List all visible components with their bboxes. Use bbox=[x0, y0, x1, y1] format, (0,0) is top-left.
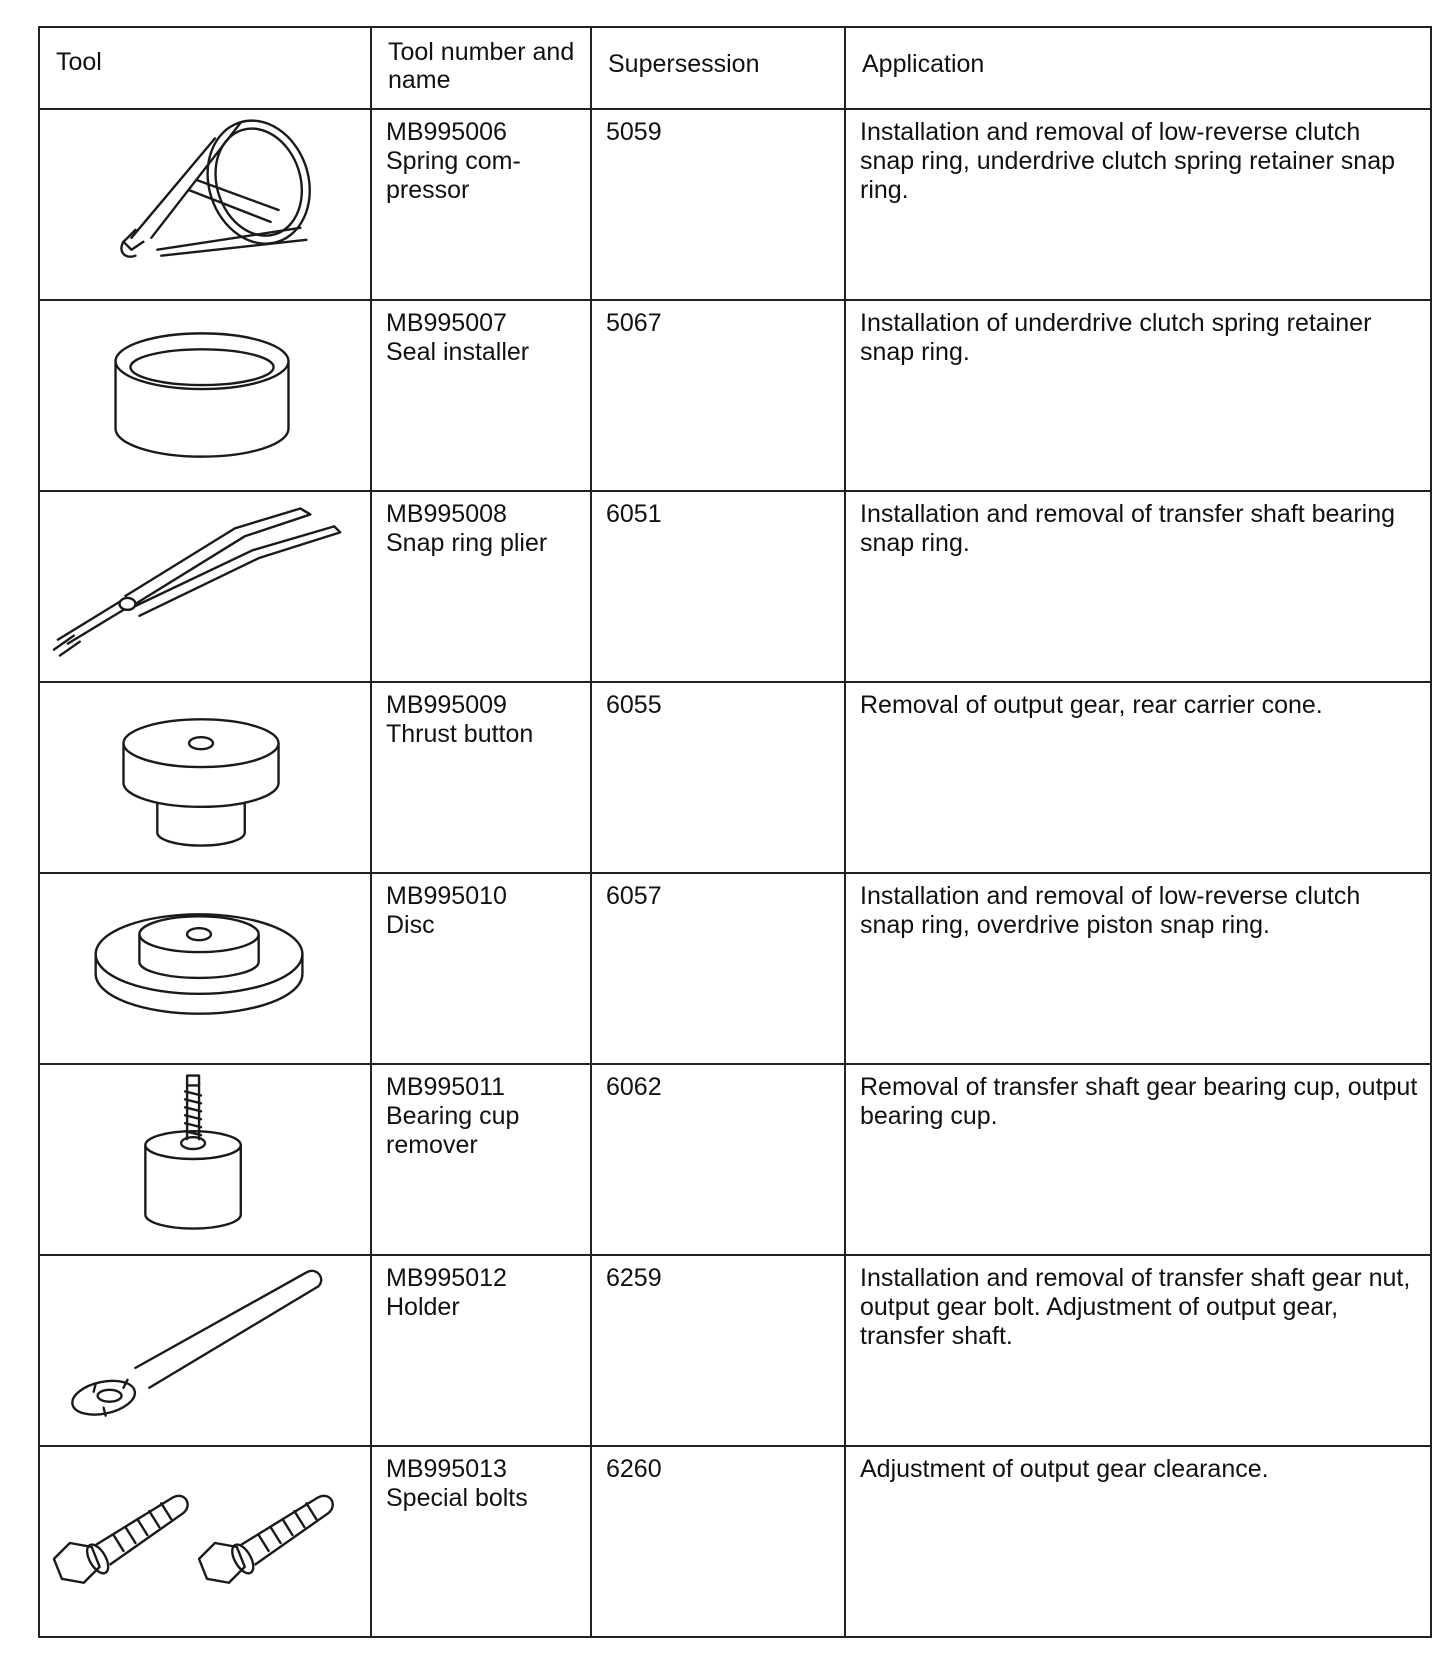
tool-number: MB995008 bbox=[386, 500, 507, 528]
supersession-cell bbox=[591, 491, 845, 682]
table-row bbox=[39, 873, 1431, 1064]
header-tool: Tool bbox=[39, 27, 371, 109]
supersession-cell bbox=[591, 1255, 845, 1446]
table-row bbox=[39, 1255, 1431, 1446]
application-text: Installation of underdrive clutch spring retainer snap ring. bbox=[860, 309, 1372, 366]
tool-number: MB995006 bbox=[386, 118, 507, 146]
snap-ring-plier-icon bbox=[40, 492, 370, 681]
spring-compressor-icon bbox=[40, 110, 370, 299]
tool-number-cell bbox=[371, 1446, 591, 1637]
supersession-cell bbox=[591, 1064, 845, 1255]
application-cell bbox=[845, 1064, 1431, 1255]
tool-number-cell bbox=[371, 682, 591, 873]
supersession-cell bbox=[591, 873, 845, 1064]
table-row bbox=[39, 682, 1431, 873]
application-text: Installation and removal of low-reverse clutch snap ring, overdrive piston snap ring. bbox=[860, 882, 1361, 939]
tool-number-cell bbox=[371, 491, 591, 682]
header-tool-number: Tool number and name bbox=[371, 27, 591, 109]
table-header-row bbox=[39, 27, 1431, 109]
tool-number: MB995007 bbox=[386, 309, 507, 337]
tool-name: Disc bbox=[386, 911, 435, 939]
application-text: Installation and removal of transfer shaft gear nut, output gear bolt. Adjustment of output gear, transfer shaft. bbox=[860, 1264, 1411, 1350]
application-cell bbox=[845, 1255, 1431, 1446]
supersession-value: 5067 bbox=[606, 309, 662, 337]
tool-name: Thrust button bbox=[386, 720, 534, 748]
application-cell bbox=[845, 1446, 1431, 1637]
supersession-cell bbox=[591, 109, 845, 300]
application-cell bbox=[845, 491, 1431, 682]
thrust-button-icon bbox=[40, 683, 370, 872]
tool-number: MB995013 bbox=[386, 1455, 507, 1483]
special-tools-table bbox=[38, 26, 1432, 1638]
seal-installer-icon bbox=[40, 301, 370, 490]
tool-image-cell bbox=[39, 873, 371, 1064]
supersession-value: 6062 bbox=[606, 1073, 662, 1101]
application-text: Removal of transfer shaft gear bearing cup, output bearing cup. bbox=[860, 1073, 1418, 1130]
tool-image-cell bbox=[39, 1446, 371, 1637]
application-text: Installation and removal of low-reverse clutch snap ring, underdrive clutch spring retainer snap ring. bbox=[860, 118, 1396, 204]
tool-number-cell bbox=[371, 109, 591, 300]
tool-number: MB995012 bbox=[386, 1264, 507, 1292]
tool-number-cell bbox=[371, 1064, 591, 1255]
supersession-value: 6051 bbox=[606, 500, 662, 528]
application-text: Removal of output gear, rear carrier cone. bbox=[860, 691, 1323, 719]
tool-image-cell bbox=[39, 300, 371, 491]
tool-number-cell bbox=[371, 300, 591, 491]
tool-name: Holder bbox=[386, 1293, 460, 1321]
disc-icon bbox=[40, 874, 370, 1063]
supersession-cell bbox=[591, 1446, 845, 1637]
header-supersession: Supersession bbox=[591, 27, 845, 109]
application-cell bbox=[845, 300, 1431, 491]
tool-image-cell bbox=[39, 682, 371, 873]
supersession-cell bbox=[591, 682, 845, 873]
tool-image-cell bbox=[39, 491, 371, 682]
tool-name: Seal installer bbox=[386, 338, 530, 366]
table-row bbox=[39, 491, 1431, 682]
table-row bbox=[39, 300, 1431, 491]
header-application: Application bbox=[845, 27, 1431, 109]
tool-name: Spring com- pressor bbox=[386, 147, 521, 204]
tool-number-cell bbox=[371, 873, 591, 1064]
supersession-value: 6057 bbox=[606, 882, 662, 910]
application-cell bbox=[845, 682, 1431, 873]
supersession-value: 6259 bbox=[606, 1264, 662, 1292]
tool-image-cell bbox=[39, 1064, 371, 1255]
tool-image-cell bbox=[39, 109, 371, 300]
holder-icon bbox=[40, 1256, 370, 1445]
tool-number: MB995010 bbox=[386, 882, 507, 910]
tool-number-cell bbox=[371, 1255, 591, 1446]
tool-number: MB995009 bbox=[386, 691, 507, 719]
table-row bbox=[39, 109, 1431, 300]
table-row bbox=[39, 1446, 1431, 1637]
special-bolts-icon bbox=[40, 1447, 370, 1636]
bearing-cup-remover-icon bbox=[40, 1065, 370, 1254]
application-text: Installation and removal of transfer shaft bearing snap ring. bbox=[860, 500, 1396, 557]
application-text: Adjustment of output gear clearance. bbox=[860, 1455, 1269, 1483]
tool-name: Snap ring plier bbox=[386, 529, 548, 557]
tool-image-cell bbox=[39, 1255, 371, 1446]
tool-number: MB995011 bbox=[386, 1073, 506, 1101]
supersession-value: 6260 bbox=[606, 1455, 662, 1483]
tool-name: Special bolts bbox=[386, 1484, 528, 1512]
supersession-cell bbox=[591, 300, 845, 491]
application-cell bbox=[845, 109, 1431, 300]
application-cell bbox=[845, 873, 1431, 1064]
supersession-value: 5059 bbox=[606, 118, 662, 146]
supersession-value: 6055 bbox=[606, 691, 662, 719]
tool-name: Bearing cup remover bbox=[386, 1102, 520, 1159]
table-row bbox=[39, 1064, 1431, 1255]
